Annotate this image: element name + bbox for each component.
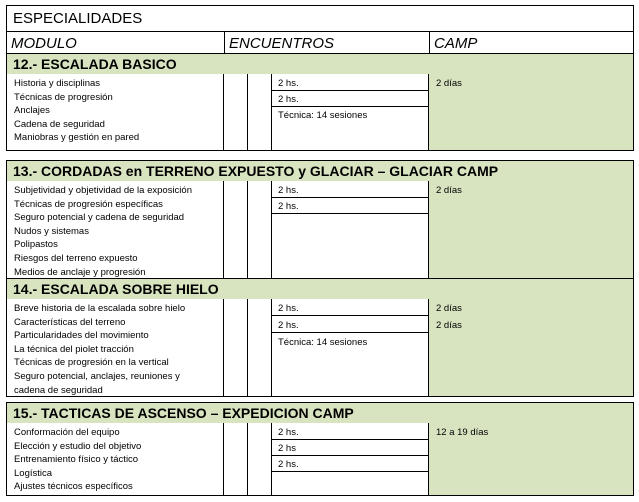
table-title: ESPECIALIDADES: [6, 5, 634, 32]
encuentro-value: 2 hs: [278, 443, 296, 454]
encuentro-value: 2 hs.: [278, 78, 299, 89]
specialties-table: [6, 5, 634, 496]
list-item: Técnicas de progresión: [14, 91, 113, 103]
encuentro-value: Técnica: 14 sesiones: [278, 110, 368, 121]
section-items-15: [6, 423, 224, 496]
camp-value: 2 días: [436, 185, 462, 196]
list-item: Características del terreno: [14, 316, 126, 328]
list-item: Breve historia de la escalada sobre hielo: [14, 303, 186, 314]
list-item: Seguro potencial, anclajes, reuniones y: [14, 370, 180, 382]
encuentro-value: 2 hs.: [278, 303, 299, 314]
section-items-13: [6, 181, 224, 279]
list-item: Cadena de seguridad: [14, 118, 105, 130]
section-camp-12: [429, 74, 634, 151]
list-item: Elección y estudio del objetivo: [14, 440, 142, 452]
camp-value: 2 días: [436, 78, 462, 89]
list-item: Conformación del equipo: [14, 427, 120, 438]
section-camp-14: [429, 299, 634, 397]
list-item: Historia y disciplinas: [14, 78, 101, 89]
list-item: Nudos y sistemas: [14, 225, 89, 237]
section-camp-13: [429, 181, 634, 279]
list-item: Riesgos del terreno expuesto: [14, 252, 138, 264]
list-item: cadena de seguridad: [14, 384, 103, 396]
column-header-modulo: MODULO: [6, 31, 225, 54]
column-header-encuentros: ENCUENTROS: [224, 31, 430, 54]
column-header-camp: CAMP: [429, 31, 634, 54]
section-items-12: [6, 74, 224, 151]
list-item: Maniobras y gestión en pared: [14, 132, 140, 144]
section-title-13: 13.- CORDADAS en TERRENO EXPUESTO y GLACIAR – GLACIAR CAMP: [6, 160, 634, 182]
list-item: Técnicas de progresión específicas: [14, 198, 163, 210]
list-item: Polipastos: [14, 239, 58, 251]
list-item: Anclajes: [14, 105, 50, 117]
list-item: Seguro potencial y cadena de seguridad: [14, 212, 185, 224]
camp-value: 12 a 19 días: [436, 427, 489, 438]
section-encuentros-15: [224, 423, 429, 496]
encuentro-value: 2 hs.: [278, 94, 299, 105]
encuentro-value: 2 hs.: [278, 459, 299, 470]
section-camp-15: [429, 423, 634, 496]
list-item: Logística: [14, 467, 53, 479]
encuentro-value: 2 hs.: [278, 427, 299, 438]
section-title-14: 14.- ESCALADA SOBRE HIELO: [6, 278, 634, 300]
list-item: Medios de anclaje y progresión: [14, 266, 146, 278]
list-item: Entrenamiento físico y táctico: [14, 454, 139, 466]
camp-value: 2 días: [436, 320, 462, 331]
list-item: Ajustes técnicos específicos: [14, 481, 133, 493]
encuentro-value: Técnica: 14 sesiones: [278, 337, 368, 348]
list-item: Particularidades del movimiento: [14, 330, 149, 342]
section-title-12: 12.- ESCALADA BASICO: [6, 53, 634, 75]
encuentro-value: 2 hs.: [278, 320, 299, 331]
section-encuentros-13: [224, 181, 429, 279]
camp-value: 2 días: [436, 303, 462, 314]
list-item: Subjetividad y objetividad de la exposición: [14, 185, 192, 196]
section-encuentros-14: [224, 299, 429, 397]
list-item: Técnicas de progresión en la vertical: [14, 357, 169, 369]
list-item: La técnica del piolet tracción: [14, 343, 134, 355]
encuentro-value: 2 hs.: [278, 185, 299, 196]
encuentro-value: 2 hs.: [278, 201, 299, 212]
section-items-14: [6, 299, 224, 397]
section-title-15: 15.- TACTICAS DE ASCENSO – EXPEDICION CAMP: [6, 402, 634, 424]
section-encuentros-12: [224, 74, 429, 151]
